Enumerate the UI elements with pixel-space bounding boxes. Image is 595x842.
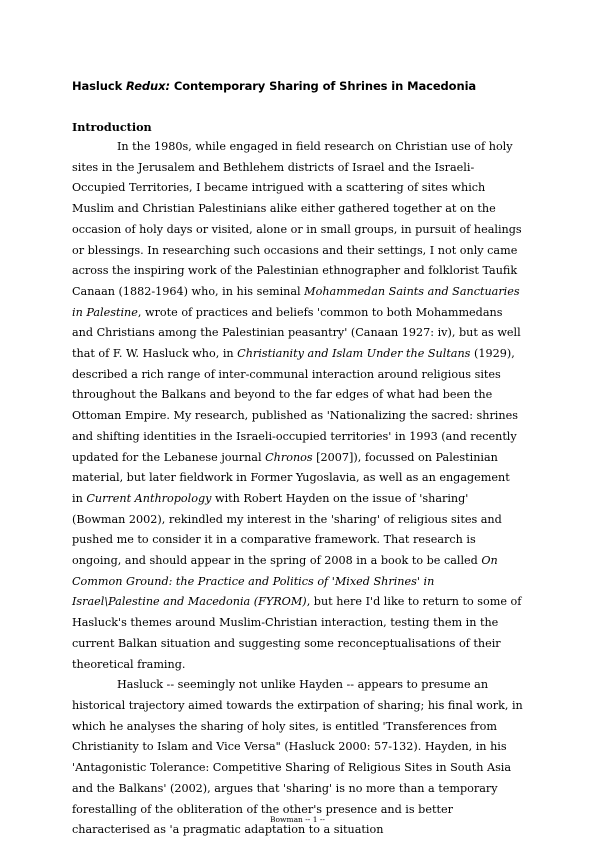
italic-title-ref: Current Anthropology xyxy=(86,491,212,505)
text-run: Hasluck -- seemingly not unlike Hayden -- appears to presume an historical trajectory aimed towards the extirpation of sharing; his final work, in which he analyses the sharing of holy sites, is entitled 'Transferences from Christianity to Islam and Vice Versa" (Hasluck 2000: 57-132). Hayden, in his 'Antagonistic Tolerance: Competitive Sharing of Religious Sites in South Asia and the Balkans' (2002), argues that 'sharing' is no more than a temporary forestalling of the obliteration of the other's presence and is better characterised as 'a pragmatic adaptation to a situation xyxy=(72,678,523,837)
text-run: , but here I'd like to return to some of Hasluck's themes around Muslim-Christian interaction, testing them in the current Balkan situation and suggesting some reconceptualisations of their theoretical framing. xyxy=(72,595,522,671)
paragraph xyxy=(72,137,524,675)
italic-title-ref: Mohammedan Saints and Sanctuaries in Palestine xyxy=(72,284,520,319)
title-prefix: Hasluck xyxy=(72,79,127,93)
body-text xyxy=(72,117,524,841)
section-heading: Introduction xyxy=(72,120,152,134)
italic-title-ref: Christianity and Islam Under the Sultans xyxy=(237,347,471,361)
text-run: (1929), described a rich range of inter-communal interaction around religious sites throughout the Balkans and beyond to the far edges of what had been the Ottoman Empire. My research, published as 'Nationalizing the sacred: shrines and shifting identities in the Israeli-occupied territories' in 1993 (and recently updated for the Lebanese journal xyxy=(72,347,518,464)
page-footer: Bowman -- 1 -- xyxy=(270,815,325,824)
title-rest: Contemporary Sharing of Shrines in Macedonia xyxy=(169,79,477,93)
paper-title xyxy=(72,79,476,93)
text-run: In the 1980s, while engaged in field research on Christian use of holy sites in the Jerusalem and Bethlehem districts of Israel and the Israeli-Occupied Territories, I became intrigued with a scattering of sites which Muslim and Christian Palestinians alike either gathered together at on the occasion of holy days or visited, alone or in small groups, in pursuit of healings or blessings. In researching such occasions and their settings, I not only came across the inspiring work of the Palestinian ethnographer and folklorist Taufik Canaan (1882-1964) who, in his seminal xyxy=(72,140,522,298)
italic-title-ref: Chronos xyxy=(265,450,313,464)
italic-title-ref: On Common Ground: the Practice and Politics of 'Mixed Shrines' in Israel\Palestine and Macedonia (FYROM) xyxy=(72,554,498,609)
title-italic: Redux: xyxy=(126,79,170,93)
text-run: with Robert Hayden on the issue of 'sharing' (Bowman 2002), rekindled my interest in the 'sharing' of religious sites and pushed me to consider it in a comparative framework. That research is ongoing, and should appear in the spring of 2008 in a book to be called xyxy=(72,491,502,568)
text-run: , wrote of practices and beliefs 'common to both Mohammedans and Christians among the Palestinian peasantry' (Canaan 1927: iv), but as well that of F. W. Hasluck who, in xyxy=(72,305,521,361)
text-run: [2007]), focussed on Palestinian material, but later fieldwork in Former Yugoslavia, as well as an engagement in xyxy=(72,450,510,505)
